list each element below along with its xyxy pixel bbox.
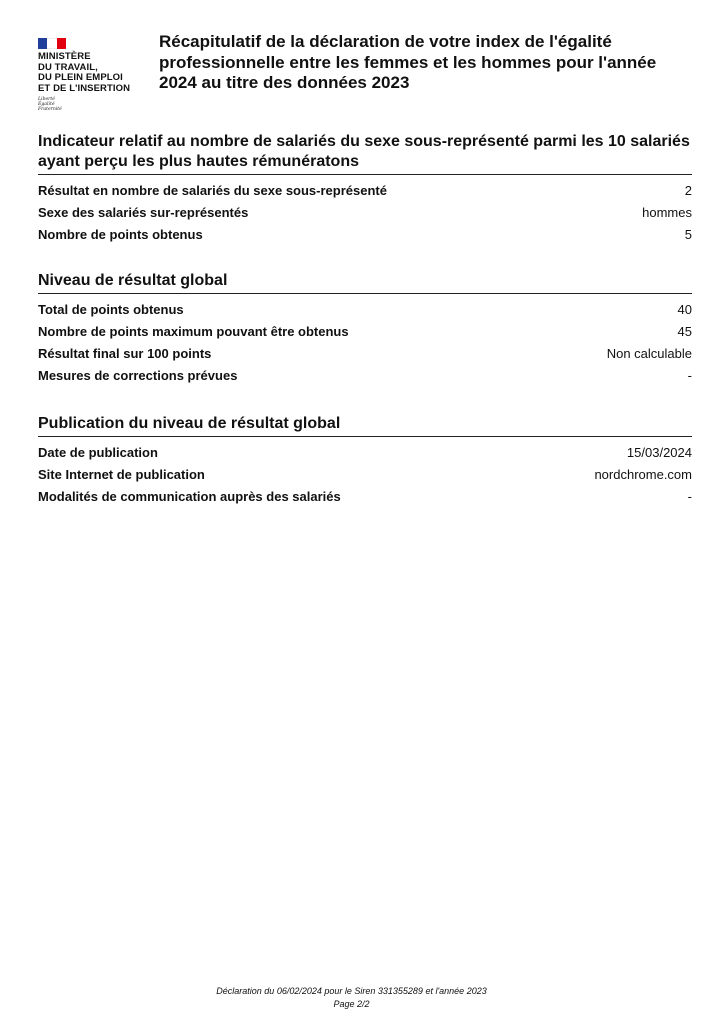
section-rows <box>38 180 692 246</box>
ministry-logo <box>38 38 148 113</box>
table-row <box>38 299 692 321</box>
table-row <box>38 202 692 224</box>
table-row <box>38 486 692 508</box>
table-row <box>38 464 692 486</box>
row-value: 2 <box>684 183 692 198</box>
page-number: Page 2/2 <box>333 999 370 1009</box>
table-row <box>38 180 692 202</box>
row-label: Date de publication <box>38 445 158 460</box>
row-value: Non calculable <box>606 346 692 361</box>
table-row <box>38 224 692 246</box>
row-label: Modalités de communication auprès des salariés <box>38 489 341 504</box>
section-title: Niveau de résultat global <box>38 271 692 294</box>
document-header <box>38 32 693 122</box>
table-row <box>38 365 692 387</box>
section-title: Indicateur relatif au nombre de salariés du sexe sous-représenté parmi les 10 salariés ayant perçu les plus hautes rémunératons <box>38 132 692 175</box>
row-label: Résultat final sur 100 points <box>38 346 212 361</box>
table-row <box>38 442 692 464</box>
declaration-note: Déclaration du 06/02/2024 pour le Siren 331355289 et l'année 2023 <box>216 986 487 996</box>
section-title: Publication du niveau de résultat global <box>38 414 692 437</box>
table-row <box>38 343 692 365</box>
section-indicator-high-salaries <box>38 132 692 246</box>
page-footer <box>0 985 703 1011</box>
row-value: - <box>687 489 692 504</box>
section-rows <box>38 442 692 508</box>
row-label: Site Internet de publication <box>38 467 205 482</box>
section-publication <box>38 414 692 508</box>
row-value: nordchrome.com <box>594 467 692 482</box>
row-value: 40 <box>677 302 692 317</box>
row-label: Mesures de corrections prévues <box>38 368 238 383</box>
row-value: 15/03/2024 <box>626 445 692 460</box>
row-value: hommes <box>642 205 692 220</box>
row-label: Nombre de points maximum pouvant être obtenus <box>38 324 349 339</box>
french-flag-icon <box>38 38 66 49</box>
row-value: 45 <box>677 324 692 339</box>
section-global-result <box>38 271 692 387</box>
document-title: Récapitulatif de la déclaration de votre index de l'égalité professionnelle entre les femmes et les hommes pour l'année 2024 au titre des données 2023 <box>159 32 657 92</box>
ministry-name: MINISTÈRE DU TRAVAIL, DU PLEIN EMPLOI ET DE L'INSERTION <box>38 51 131 94</box>
row-label: Résultat en nombre de salariés du sexe sous-représenté <box>38 183 387 198</box>
row-label: Sexe des salariés sur-représentés <box>38 205 249 220</box>
row-value: - <box>687 368 692 383</box>
republic-motto: Liberté Égalité Fraternité <box>38 97 62 113</box>
row-label: Total de points obtenus <box>38 302 184 317</box>
section-rows <box>38 299 692 387</box>
row-label: Nombre de points obtenus <box>38 227 203 242</box>
table-row <box>38 321 692 343</box>
row-value: 5 <box>684 227 692 242</box>
